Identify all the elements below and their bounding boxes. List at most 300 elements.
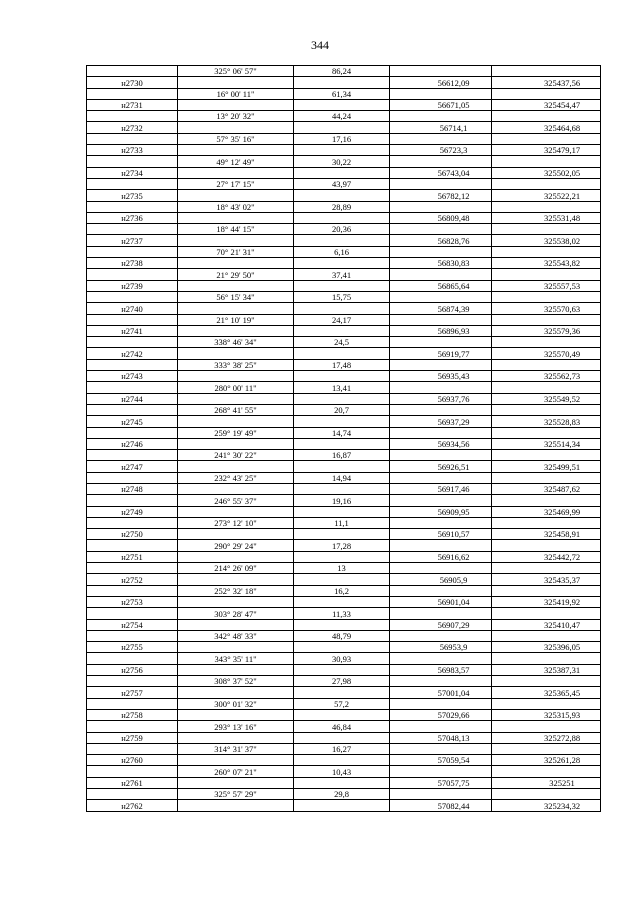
empty-cell	[294, 325, 390, 336]
point-row	[87, 664, 601, 675]
point-name-cell: н2753	[87, 596, 178, 607]
x-coordinate-cell: 57048,13	[390, 732, 492, 743]
x-coordinate-cell: 56937,76	[390, 393, 492, 404]
point-row	[87, 438, 601, 449]
segment-length-cell: 30,22	[294, 156, 390, 167]
y-coordinate-cell: 325458,91	[492, 529, 601, 540]
point-name-cell: н2733	[87, 145, 178, 156]
segment-length-cell: 17,16	[294, 133, 390, 144]
empty-cell	[390, 382, 492, 393]
segment-length-cell: 17,28	[294, 540, 390, 551]
point-name-cell: н2752	[87, 574, 178, 585]
point-name-cell: н2732	[87, 122, 178, 133]
direction-angle-cell: 18° 44' 15"	[178, 224, 294, 235]
empty-cell	[294, 122, 390, 133]
x-coordinate-cell: 56934,56	[390, 438, 492, 449]
point-name-cell: н2749	[87, 506, 178, 517]
point-row	[87, 483, 601, 494]
y-coordinate-cell: 325365,45	[492, 687, 601, 698]
x-coordinate-cell: 57029,66	[390, 709, 492, 720]
empty-cell	[87, 337, 178, 348]
point-row	[87, 642, 601, 653]
empty-cell	[390, 585, 492, 596]
y-coordinate-cell: 325538,02	[492, 235, 601, 246]
direction-angle-cell: 342° 48' 33"	[178, 630, 294, 641]
segment-length-cell: 14,94	[294, 472, 390, 483]
empty-cell	[390, 111, 492, 122]
segment-length-cell: 16,87	[294, 450, 390, 461]
empty-cell	[294, 483, 390, 494]
segment-row	[87, 450, 601, 461]
empty-cell	[492, 337, 601, 348]
empty-cell	[294, 438, 390, 449]
segment-row	[87, 359, 601, 370]
empty-cell	[87, 224, 178, 235]
empty-cell	[390, 721, 492, 732]
empty-cell	[178, 393, 294, 404]
empty-cell	[294, 709, 390, 720]
point-name-cell: н2748	[87, 483, 178, 494]
segment-row	[87, 743, 601, 754]
y-coordinate-cell: 325315,93	[492, 709, 601, 720]
point-name-cell: н2738	[87, 258, 178, 269]
empty-cell	[87, 676, 178, 687]
y-coordinate-cell: 325487,62	[492, 483, 601, 494]
empty-cell	[178, 235, 294, 246]
direction-angle-cell: 252° 32' 18"	[178, 585, 294, 596]
x-coordinate-cell: 56671,05	[390, 99, 492, 110]
segment-row	[87, 178, 601, 189]
empty-cell	[294, 574, 390, 585]
point-name-cell: н2741	[87, 325, 178, 336]
empty-cell	[390, 246, 492, 257]
empty-cell	[294, 800, 390, 811]
segment-length-cell: 48,79	[294, 630, 390, 641]
direction-angle-cell: 21° 29' 50"	[178, 269, 294, 280]
x-coordinate-cell: 56809,48	[390, 212, 492, 223]
empty-cell	[492, 495, 601, 506]
empty-cell	[492, 359, 601, 370]
empty-cell	[87, 88, 178, 99]
empty-cell	[294, 551, 390, 562]
segment-length-cell: 28,89	[294, 201, 390, 212]
empty-cell	[390, 337, 492, 348]
y-coordinate-cell: 325442,72	[492, 551, 601, 562]
point-row	[87, 371, 601, 382]
empty-cell	[390, 450, 492, 461]
x-coordinate-cell: 56865,64	[390, 280, 492, 291]
direction-angle-cell: 333° 38' 25"	[178, 359, 294, 370]
empty-cell	[492, 472, 601, 483]
empty-cell	[390, 404, 492, 415]
empty-cell	[87, 608, 178, 619]
segment-length-cell: 11,33	[294, 608, 390, 619]
segment-length-cell: 37,41	[294, 269, 390, 280]
empty-cell	[390, 540, 492, 551]
empty-cell	[492, 404, 601, 415]
segment-length-cell: 10,43	[294, 766, 390, 777]
point-row	[87, 77, 601, 88]
segment-length-cell: 27,98	[294, 676, 390, 687]
point-name-cell: н2751	[87, 551, 178, 562]
y-coordinate-cell: 325570,49	[492, 348, 601, 359]
direction-angle-cell: 273° 12' 10"	[178, 517, 294, 528]
empty-cell	[294, 619, 390, 630]
point-name-cell: н2758	[87, 709, 178, 720]
empty-cell	[390, 269, 492, 280]
point-row	[87, 732, 601, 743]
empty-cell	[390, 156, 492, 167]
empty-cell	[87, 359, 178, 370]
segment-row	[87, 495, 601, 506]
segment-length-cell: 17,48	[294, 359, 390, 370]
point-name-cell: н2734	[87, 167, 178, 178]
direction-angle-cell: 16° 00' 11"	[178, 88, 294, 99]
point-name-cell: н2743	[87, 371, 178, 382]
empty-cell	[294, 461, 390, 472]
empty-cell	[178, 551, 294, 562]
segment-length-cell: 20,7	[294, 404, 390, 415]
empty-cell	[492, 585, 601, 596]
segment-row	[87, 766, 601, 777]
point-row	[87, 800, 601, 811]
empty-cell	[178, 642, 294, 653]
segment-length-cell: 29,8	[294, 789, 390, 800]
x-coordinate-cell: 56937,29	[390, 416, 492, 427]
empty-cell	[178, 800, 294, 811]
point-name-cell: н2750	[87, 529, 178, 540]
point-row	[87, 709, 601, 720]
x-coordinate-cell: 56830,83	[390, 258, 492, 269]
empty-cell	[87, 269, 178, 280]
empty-cell	[390, 291, 492, 302]
x-coordinate-cell: 56926,51	[390, 461, 492, 472]
empty-cell	[87, 653, 178, 664]
empty-cell	[390, 314, 492, 325]
segment-length-cell: 13,41	[294, 382, 390, 393]
x-coordinate-cell: 56905,9	[390, 574, 492, 585]
y-coordinate-cell: 325479,17	[492, 145, 601, 156]
x-coordinate-cell: 56916,62	[390, 551, 492, 562]
point-row	[87, 619, 601, 630]
empty-cell	[294, 77, 390, 88]
empty-cell	[492, 563, 601, 574]
segment-row	[87, 517, 601, 528]
empty-cell	[390, 766, 492, 777]
empty-cell	[178, 212, 294, 223]
segment-length-cell: 15,75	[294, 291, 390, 302]
y-coordinate-cell: 325435,37	[492, 574, 601, 585]
segment-length-cell: 86,24	[294, 66, 390, 77]
empty-cell	[87, 404, 178, 415]
point-row	[87, 348, 601, 359]
empty-cell	[87, 66, 178, 77]
x-coordinate-cell: 56723,3	[390, 145, 492, 156]
empty-cell	[492, 630, 601, 641]
y-coordinate-cell: 325437,56	[492, 77, 601, 88]
empty-cell	[294, 687, 390, 698]
x-coordinate-cell: 56917,46	[390, 483, 492, 494]
point-row	[87, 325, 601, 336]
segment-row	[87, 111, 601, 122]
segment-row	[87, 337, 601, 348]
point-name-cell: н2735	[87, 190, 178, 201]
empty-cell	[178, 709, 294, 720]
segment-row	[87, 698, 601, 709]
segment-row	[87, 156, 601, 167]
empty-cell	[178, 190, 294, 201]
direction-angle-cell: 232° 43' 25"	[178, 472, 294, 483]
direction-angle-cell: 325° 57' 29"	[178, 789, 294, 800]
x-coordinate-cell: 56743,04	[390, 167, 492, 178]
empty-cell	[294, 190, 390, 201]
empty-cell	[390, 563, 492, 574]
point-row	[87, 755, 601, 766]
empty-cell	[87, 314, 178, 325]
segment-row	[87, 246, 601, 257]
segment-row	[87, 201, 601, 212]
segment-length-cell: 24,17	[294, 314, 390, 325]
empty-cell	[492, 450, 601, 461]
segment-row	[87, 472, 601, 483]
y-coordinate-cell: 325514,34	[492, 438, 601, 449]
direction-angle-cell: 338° 46' 34"	[178, 337, 294, 348]
empty-cell	[492, 111, 601, 122]
point-name-cell: н2760	[87, 755, 178, 766]
empty-cell	[87, 540, 178, 551]
empty-cell	[390, 608, 492, 619]
segment-row	[87, 427, 601, 438]
segment-row	[87, 382, 601, 393]
x-coordinate-cell: 56910,57	[390, 529, 492, 540]
x-coordinate-cell: 57057,75	[390, 777, 492, 788]
segment-length-cell: 20,36	[294, 224, 390, 235]
direction-angle-cell: 260° 07' 21"	[178, 766, 294, 777]
empty-cell	[390, 698, 492, 709]
empty-cell	[87, 563, 178, 574]
segment-length-cell: 19,16	[294, 495, 390, 506]
segment-row	[87, 224, 601, 235]
point-name-cell: н2730	[87, 77, 178, 88]
empty-cell	[492, 66, 601, 77]
point-row	[87, 551, 601, 562]
y-coordinate-cell: 325499,51	[492, 461, 601, 472]
empty-cell	[87, 246, 178, 257]
direction-angle-cell: 303° 28' 47"	[178, 608, 294, 619]
point-row	[87, 145, 601, 156]
y-coordinate-cell: 325469,99	[492, 506, 601, 517]
segment-row	[87, 630, 601, 641]
empty-cell	[87, 133, 178, 144]
y-coordinate-cell: 325522,21	[492, 190, 601, 201]
y-coordinate-cell: 325419,92	[492, 596, 601, 607]
segment-length-cell: 30,93	[294, 653, 390, 664]
empty-cell	[294, 99, 390, 110]
point-name-cell: н2745	[87, 416, 178, 427]
empty-cell	[178, 167, 294, 178]
empty-cell	[178, 461, 294, 472]
empty-cell	[492, 291, 601, 302]
direction-angle-cell: 290° 29' 24"	[178, 540, 294, 551]
direction-angle-cell: 57° 35' 16"	[178, 133, 294, 144]
empty-cell	[87, 743, 178, 754]
empty-cell	[492, 721, 601, 732]
empty-cell	[87, 766, 178, 777]
x-coordinate-cell: 57082,44	[390, 800, 492, 811]
empty-cell	[492, 88, 601, 99]
empty-cell	[178, 371, 294, 382]
empty-cell	[87, 789, 178, 800]
point-row	[87, 596, 601, 607]
empty-cell	[390, 789, 492, 800]
empty-cell	[294, 145, 390, 156]
x-coordinate-cell: 56896,93	[390, 325, 492, 336]
empty-cell	[492, 653, 601, 664]
y-coordinate-cell: 325272,88	[492, 732, 601, 743]
point-row	[87, 393, 601, 404]
empty-cell	[87, 201, 178, 212]
direction-angle-cell: 259° 19' 49"	[178, 427, 294, 438]
direction-angle-cell: 293° 13' 16"	[178, 721, 294, 732]
empty-cell	[87, 427, 178, 438]
x-coordinate-cell: 56714,1	[390, 122, 492, 133]
point-row	[87, 461, 601, 472]
point-name-cell: н2737	[87, 235, 178, 246]
x-coordinate-cell: 57059,54	[390, 755, 492, 766]
empty-cell	[294, 777, 390, 788]
direction-angle-cell: 70° 21' 31"	[178, 246, 294, 257]
x-coordinate-cell: 57001,04	[390, 687, 492, 698]
empty-cell	[178, 348, 294, 359]
direction-angle-cell: 280° 00' 11"	[178, 382, 294, 393]
y-coordinate-cell: 325454,47	[492, 99, 601, 110]
point-name-cell: н2754	[87, 619, 178, 630]
segment-row	[87, 88, 601, 99]
direction-angle-cell: 308° 37' 52"	[178, 676, 294, 687]
segment-length-cell: 24,5	[294, 337, 390, 348]
y-coordinate-cell: 325410,47	[492, 619, 601, 630]
empty-cell	[178, 258, 294, 269]
empty-cell	[178, 596, 294, 607]
empty-cell	[492, 608, 601, 619]
y-coordinate-cell: 325531,48	[492, 212, 601, 223]
empty-cell	[294, 371, 390, 382]
empty-cell	[390, 88, 492, 99]
empty-cell	[492, 427, 601, 438]
empty-cell	[178, 755, 294, 766]
x-coordinate-cell: 56909,95	[390, 506, 492, 517]
empty-cell	[87, 585, 178, 596]
point-row	[87, 506, 601, 517]
segment-length-cell: 6,16	[294, 246, 390, 257]
empty-cell	[178, 416, 294, 427]
empty-cell	[178, 574, 294, 585]
empty-cell	[492, 382, 601, 393]
x-coordinate-cell: 56953,9	[390, 642, 492, 653]
empty-cell	[178, 483, 294, 494]
y-coordinate-cell: 325570,63	[492, 303, 601, 314]
empty-cell	[87, 111, 178, 122]
empty-cell	[178, 438, 294, 449]
point-row	[87, 235, 601, 246]
empty-cell	[87, 156, 178, 167]
empty-cell	[390, 201, 492, 212]
segment-length-cell: 11,1	[294, 517, 390, 528]
empty-cell	[492, 269, 601, 280]
empty-cell	[87, 382, 178, 393]
point-row	[87, 167, 601, 178]
point-row	[87, 190, 601, 201]
page-number: 344	[311, 38, 329, 52]
direction-angle-cell: 300° 01' 32"	[178, 698, 294, 709]
empty-cell	[87, 291, 178, 302]
segment-row	[87, 291, 601, 302]
point-name-cell: н2747	[87, 461, 178, 472]
empty-cell	[294, 642, 390, 653]
empty-cell	[294, 348, 390, 359]
empty-cell	[178, 99, 294, 110]
empty-cell	[390, 472, 492, 483]
point-name-cell: н2746	[87, 438, 178, 449]
empty-cell	[294, 280, 390, 291]
point-row	[87, 280, 601, 291]
segment-row	[87, 721, 601, 732]
empty-cell	[294, 755, 390, 766]
y-coordinate-cell: 325549,52	[492, 393, 601, 404]
direction-angle-cell: 27° 17' 15"	[178, 178, 294, 189]
empty-cell	[294, 212, 390, 223]
empty-cell	[492, 314, 601, 325]
empty-cell	[390, 630, 492, 641]
point-name-cell: н2739	[87, 280, 178, 291]
empty-cell	[294, 732, 390, 743]
x-coordinate-cell: 56935,43	[390, 371, 492, 382]
empty-cell	[294, 529, 390, 540]
y-coordinate-cell: 325579,36	[492, 325, 601, 336]
segment-row	[87, 563, 601, 574]
empty-cell	[178, 664, 294, 675]
point-name-cell: н2757	[87, 687, 178, 698]
empty-cell	[492, 156, 601, 167]
empty-cell	[87, 472, 178, 483]
empty-cell	[178, 303, 294, 314]
direction-angle-cell: 56° 15' 34"	[178, 291, 294, 302]
direction-angle-cell: 18° 43' 02"	[178, 201, 294, 212]
y-coordinate-cell: 325234,32	[492, 800, 601, 811]
x-coordinate-cell: 56907,29	[390, 619, 492, 630]
segment-length-cell: 16,2	[294, 585, 390, 596]
direction-angle-cell: 49° 12' 49"	[178, 156, 294, 167]
direction-angle-cell: 214° 26' 09"	[178, 563, 294, 574]
segment-row	[87, 789, 601, 800]
point-name-cell: н2740	[87, 303, 178, 314]
direction-angle-cell: 343° 35' 11"	[178, 653, 294, 664]
x-coordinate-cell: 56919,77	[390, 348, 492, 359]
empty-cell	[492, 178, 601, 189]
point-name-cell: н2759	[87, 732, 178, 743]
empty-cell	[492, 133, 601, 144]
x-coordinate-cell: 56828,76	[390, 235, 492, 246]
segment-row	[87, 404, 601, 415]
empty-cell	[294, 506, 390, 517]
direction-angle-cell: 314° 31' 37"	[178, 743, 294, 754]
empty-cell	[87, 517, 178, 528]
y-coordinate-cell: 325502,05	[492, 167, 601, 178]
point-row	[87, 777, 601, 788]
segment-row	[87, 653, 601, 664]
y-coordinate-cell: 325528,83	[492, 416, 601, 427]
empty-cell	[294, 596, 390, 607]
